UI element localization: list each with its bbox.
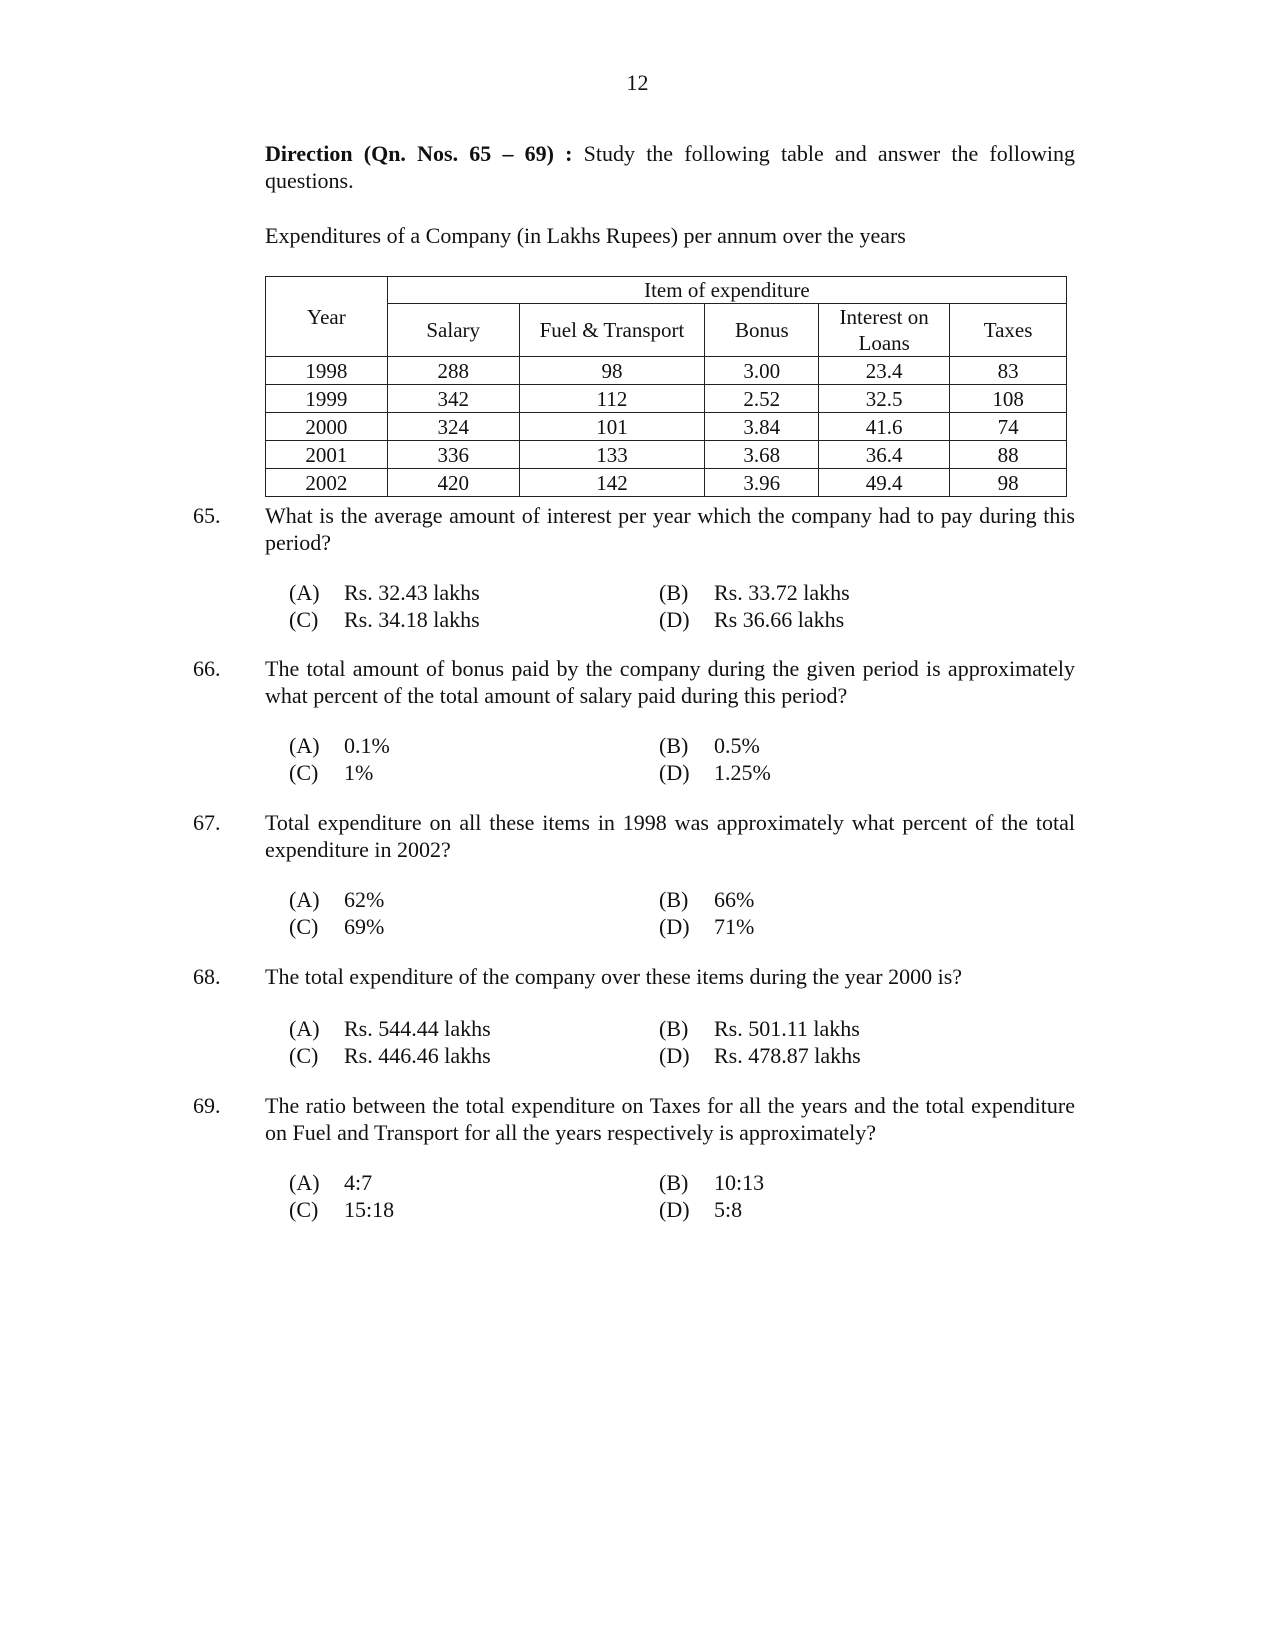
option-letter: (D) — [659, 914, 690, 939]
option-text: 66% — [714, 887, 755, 912]
option-text: 62% — [344, 887, 385, 912]
option-letter: (C) — [289, 914, 319, 939]
option-letter: (B) — [659, 1016, 689, 1041]
option-letter: (C) — [289, 1043, 319, 1068]
option — [289, 913, 384, 940]
option-text: 4:7 — [344, 1170, 373, 1195]
option-letter: (D) — [659, 607, 690, 632]
question-number: 66. — [193, 656, 221, 681]
value-cell: 41.6 — [819, 413, 950, 441]
column-header: Salary — [387, 304, 519, 357]
table-row — [266, 413, 1067, 441]
question-number: 65. — [193, 503, 221, 528]
option-letter: (A) — [289, 1170, 320, 1195]
value-cell: 420 — [387, 469, 519, 497]
option-text: 1% — [344, 760, 374, 785]
value-cell: 101 — [519, 413, 705, 441]
option-letter: (C) — [289, 760, 319, 785]
option — [289, 732, 390, 759]
option-text: Rs. 478.87 lakhs — [714, 1043, 861, 1068]
value-cell: 3.96 — [705, 469, 819, 497]
option — [659, 1042, 861, 1069]
option-letter: (B) — [659, 580, 689, 605]
table-caption: Expenditures of a Company (in Lakhs Rupees) per annum over the years — [265, 223, 906, 248]
column-header: Fuel & Transport — [519, 304, 705, 357]
value-cell: 336 — [387, 441, 519, 469]
direction-label: Direction (Qn. Nos. 65 – 69) : — [265, 141, 573, 166]
option — [659, 1169, 764, 1196]
value-cell: 88 — [950, 441, 1067, 469]
option-letter: (A) — [289, 733, 320, 758]
option-text: 10:13 — [714, 1170, 765, 1195]
option-letter: (A) — [289, 887, 320, 912]
option-text: Rs. 544.44 lakhs — [344, 1016, 491, 1041]
option-letter: (C) — [289, 1197, 319, 1222]
direction-paragraph — [265, 140, 1075, 194]
value-cell: 108 — [950, 385, 1067, 413]
value-cell: 288 — [387, 357, 519, 385]
option-text: 69% — [344, 914, 385, 939]
option-text: 1.25% — [714, 760, 771, 785]
value-cell: 2.52 — [705, 385, 819, 413]
option-text: 15:18 — [344, 1197, 395, 1222]
value-cell: 23.4 — [819, 357, 950, 385]
option-letter: (A) — [289, 580, 320, 605]
expenditure-table — [265, 276, 1067, 497]
option-text: 0.1% — [344, 733, 390, 758]
year-cell: 2001 — [266, 441, 388, 469]
table-row — [266, 441, 1067, 469]
option-text: 5:8 — [714, 1197, 743, 1222]
option — [659, 1015, 860, 1042]
value-cell: 3.84 — [705, 413, 819, 441]
option — [659, 913, 754, 940]
option-letter: (D) — [659, 760, 690, 785]
option-letter: (A) — [289, 1016, 320, 1041]
value-cell: 3.68 — [705, 441, 819, 469]
question-number: 67. — [193, 810, 221, 835]
option-text: 0.5% — [714, 733, 760, 758]
option — [289, 606, 480, 633]
option — [659, 1196, 742, 1223]
option — [659, 579, 850, 606]
option-letter: (B) — [659, 1170, 689, 1195]
option-letter: (D) — [659, 1197, 690, 1222]
value-cell: 324 — [387, 413, 519, 441]
option-letter: (B) — [659, 733, 689, 758]
option-text: Rs. 34.18 lakhs — [344, 607, 480, 632]
option — [289, 1042, 491, 1069]
question-text: Total expenditure on all these items in 1998 was approximately what percent of the total expenditure in 2002? — [265, 810, 1075, 862]
column-header: Bonus — [705, 304, 819, 357]
question-text: The ratio between the total expenditure on Taxes for all the years and the total expenditure on Fuel and Transport for all the years respectively is approximately? — [265, 1093, 1075, 1145]
option — [289, 1169, 372, 1196]
year-header: Year — [266, 277, 388, 357]
question-number: 69. — [193, 1093, 221, 1118]
option — [659, 759, 771, 786]
value-cell: 74 — [950, 413, 1067, 441]
year-cell: 1999 — [266, 385, 388, 413]
question-text: The total amount of bonus paid by the company during the given period is approximately what percent of the total amount of salary paid during this period? — [265, 656, 1075, 708]
value-cell: 3.00 — [705, 357, 819, 385]
option-letter: (B) — [659, 887, 689, 912]
year-cell: 2000 — [266, 413, 388, 441]
direction-text: Study the following table and answer the following questions. — [265, 141, 1075, 193]
option — [289, 1196, 394, 1223]
option-text: Rs. 33.72 lakhs — [714, 580, 850, 605]
group-header: Item of expenditure — [387, 277, 1066, 304]
option — [659, 606, 844, 633]
question-text: What is the average amount of interest per year which the company had to pay during this period? — [265, 503, 1075, 555]
option — [289, 579, 480, 606]
question-number: 68. — [193, 964, 221, 989]
option-text: Rs. 501.11 lakhs — [714, 1016, 860, 1041]
column-header: Taxes — [950, 304, 1067, 357]
value-cell: 32.5 — [819, 385, 950, 413]
table-body — [266, 357, 1067, 497]
value-cell: 112 — [519, 385, 705, 413]
question-text: The total expenditure of the company over these items during the year 2000 is? — [265, 964, 963, 989]
option-text: Rs. 32.43 lakhs — [344, 580, 480, 605]
option — [289, 759, 373, 786]
value-cell: 49.4 — [819, 469, 950, 497]
option — [659, 732, 760, 759]
value-cell: 98 — [519, 357, 705, 385]
option-text: Rs. 446.46 lakhs — [344, 1043, 491, 1068]
year-cell: 2002 — [266, 469, 388, 497]
option-text: 71% — [714, 914, 755, 939]
option-letter: (C) — [289, 607, 319, 632]
option-letter: (D) — [659, 1043, 690, 1068]
page-number: 12 — [626, 70, 649, 95]
value-cell: 83 — [950, 357, 1067, 385]
value-cell: 36.4 — [819, 441, 950, 469]
option-text: Rs 36.66 lakhs — [714, 607, 845, 632]
column-header: Interest on Loans — [819, 304, 950, 357]
table-row — [266, 385, 1067, 413]
value-cell: 342 — [387, 385, 519, 413]
table-row — [266, 357, 1067, 385]
option — [289, 1015, 491, 1042]
option — [289, 886, 384, 913]
table-row — [266, 469, 1067, 497]
option — [659, 886, 754, 913]
value-cell: 142 — [519, 469, 705, 497]
value-cell: 133 — [519, 441, 705, 469]
value-cell: 98 — [950, 469, 1067, 497]
year-cell: 1998 — [266, 357, 388, 385]
